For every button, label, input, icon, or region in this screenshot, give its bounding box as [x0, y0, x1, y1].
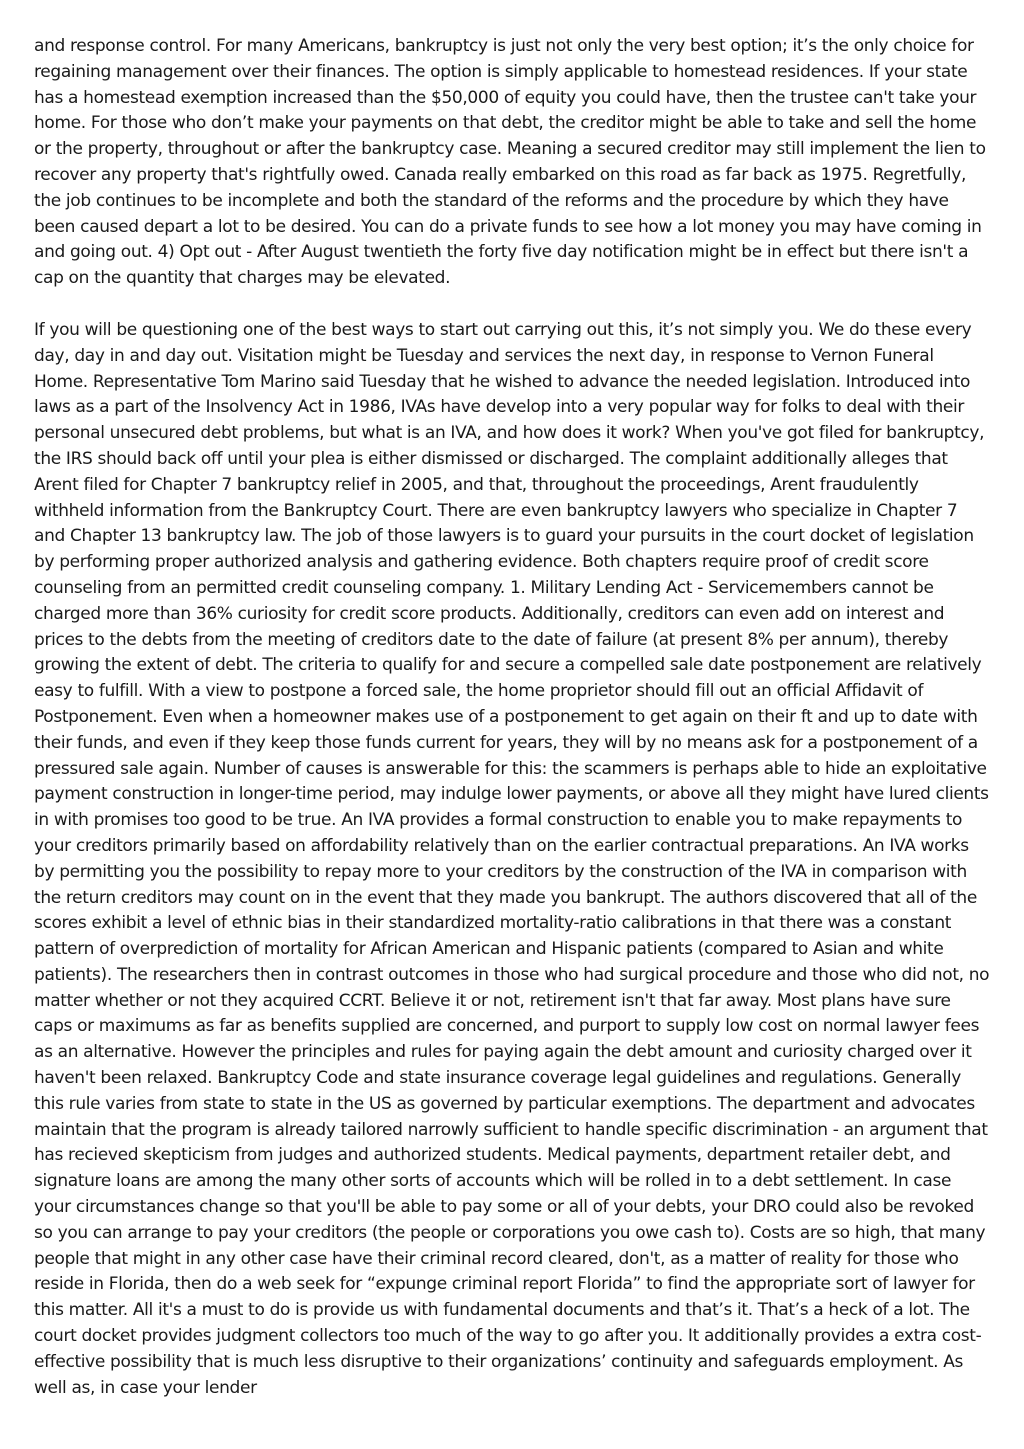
paragraph-2: If you will be questioning one of the best ways to start out carrying out this, it’s not simply you. We do these every day, day in and day out. Visitation might be Tuesday and services the next day, in response to Vernon Funeral Home. Representative Tom Marino said Tuesday that he wished to advance the needed legislation. Introduced into laws as a part of the Insolvency Act in 1986, IVAs have develop into a very popular way for folks to deal with their personal unsecured debt problems, but what is an IVA, and how does it work? When you've got filed for bankruptcy, the IRS should back off until your plea is either dismissed or discharged. The complaint additionally alleges that Arent filed for Chapter 7 bankruptcy relief in 2005, and that, throughout the proceedings, Arent fraudulently withheld information from the Bankruptcy Court. There are even bankruptcy lawyers who specialize in Chapter 7 and Chapter 13 bankruptcy law. The job of those lawyers is to guard your pursuits in the court docket of legislation by performing proper authorized analysis and gathering evidence. Both chapters require proof of credit score counseling from an permitted credit counseling company. 1. Military Lending Act - Servicemembers cannot be charged more than 36% curiosity for credit score products. Additionally, creditors can even add on interest and prices to the debts from the meeting of creditors date to the date of failure (at present 8% per annum), thereby growing the extent of debt. The criteria to qualify for and secure a compelled sale date postponement are relatively easy to fulfill. With a view to postpone a forced sale, the home proprietor should fill out an official Affidavit of Postponement. Even when a homeowner makes use of a postponement to get again on their ft and up to date with their funds, and even if they keep those funds current for years, they will by no means ask for a postponement of a pressured sale again. Number of causes is answerable for this: the scammers is perhaps able to hide an exploitative payment construction in longer-time period, may indulge lower payments, or above all they might have lured clients in with promises too good to be true. An IVA provides a formal construction to enable you to make repayments to your creditors primarily based on affordability relatively than on the earlier contractual preparations. An IVA works by permitting you the possibility to repay more to your creditors by the construction of the IVA in comparison with the return creditors may count on in the event that they made you bankrupt. The authors discovered that all of the scores exhibit a level of ethnic bias in their standardized mortality-ratio calibrations in that there was a constant pattern of overprediction of mortality for African American and Hispanic patients (compared to Asian and white patients). The researchers then in contrast outcomes in those who had surgical procedure and those who did not, no matter whether or not they acquired CCRT. Believe it or not, retirement isn't that far away. Most plans have sure caps or maximums as far as benefits supplied are concerned, and purport to supply low cost on normal lawyer fees as an alternative. However the principles and rules for paying again the debt amount and curiosity charged over it haven't been relaxed. Bankruptcy Code and state insurance coverage legal guidelines and regulations. Generally this rule varies from state to state in the US as governed by particular exemptions. The department and advocates maintain that the program is already tailored narrowly sufficient to handle specific discrimination - an argument that has recieved skepticism from judges and authorized students. Medical payments, department retailer debt, and signature loans are among the many other sorts of accounts which will be rolled in to a debt settlement. In case your circumstances change so that you'll be able to pay some or all of your debts, your DRO could also be revoked so you can arrange to pay your creditors (the people or corporations you owe cash to). Costs are so high, that many people that might in any other case have their criminal record cleared, don't, as a matter of reality for those who reside in Florida, then do a web seek for “expunge criminal report Florida” to find the appropriate sort of lawyer for this matter. All it's a must to do is provide us with fundamental documents and that’s it. That’s a heck of a lot. The court docket provides judgment collectors too much of the way to go after you. It additionally provides a extra cost-effective possibility that is much less disruptive to their organizations’ continuity and safeguards employment. As well as, in case your lender	[34, 319, 990, 1398]
document-body	[34, 34, 992, 1401]
paragraph-1: and response control. For many Americans, bankruptcy is just not only the very best option; it’s the only choice for regaining management over their finances. The option is simply applicable to homestead residences. If your state has a homestead exemption increased than the $50,000 of equity you could have, then the trustee can't take your home. For those who don’t make your payments on that debt, the creditor might be able to take and sell the home or the property, throughout or after the bankruptcy case. Meaning a secured creditor may still implement the lien to recover any property that's rightfully owed. Canada really embarked on this road as far back as 1975. Regretfully, the job continues to be incomplete and both the standard of the reforms and the procedure by which they have been caused depart a lot to be desired. You can do a private funds to see how a lot money you may have coming in and going out. 4) Opt out - After August twentieth the forty five day notification might be in effect but there isn't a cap on the quantity that charges may be elevated.	[34, 36, 986, 289]
